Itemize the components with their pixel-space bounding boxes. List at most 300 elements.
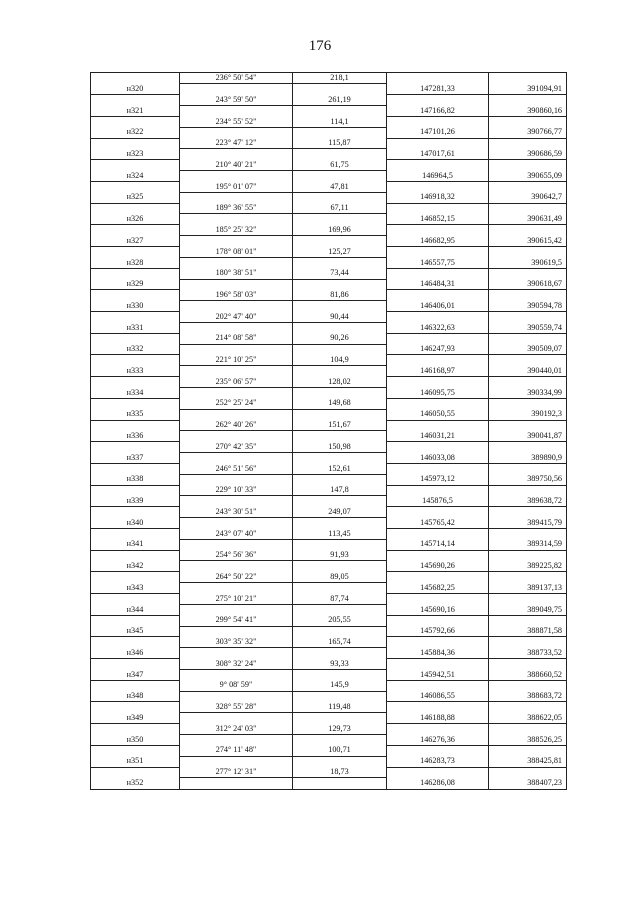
empty-cell xyxy=(387,268,489,279)
empty-cell xyxy=(387,724,489,735)
empty-cell xyxy=(180,626,293,637)
point-row xyxy=(91,626,567,637)
coordinate-x: 145765,42 xyxy=(387,518,489,529)
point-row xyxy=(91,734,567,745)
segment-length: 115,87 xyxy=(293,138,387,149)
empty-cell xyxy=(180,604,293,615)
empty-cell xyxy=(387,528,489,539)
empty-cell xyxy=(180,474,293,485)
segment-row xyxy=(91,398,567,409)
point-row xyxy=(91,257,567,268)
coordinate-x: 146406,01 xyxy=(387,301,489,312)
point-row xyxy=(91,474,567,485)
direction-angle: 243° 59' 50" xyxy=(180,95,293,106)
coordinate-x: 145942,51 xyxy=(387,669,489,680)
point-row xyxy=(91,756,567,767)
coordinate-y: 390334,99 xyxy=(489,387,567,398)
direction-angle: 274° 11' 48" xyxy=(180,745,293,756)
coordinate-table xyxy=(90,72,567,790)
empty-cell xyxy=(91,702,180,713)
empty-cell xyxy=(293,279,387,290)
empty-cell xyxy=(91,377,180,388)
direction-angle: 303° 35' 32" xyxy=(180,637,293,648)
empty-cell xyxy=(489,333,567,344)
empty-cell xyxy=(180,127,293,138)
empty-cell xyxy=(489,724,567,735)
segment-row xyxy=(91,507,567,518)
segment-row xyxy=(91,745,567,756)
segment-length: 18,73 xyxy=(293,767,387,778)
empty-cell xyxy=(180,322,293,333)
empty-cell xyxy=(180,301,293,312)
point-name: н329 xyxy=(91,279,180,290)
segment-length: 90,26 xyxy=(293,333,387,344)
empty-cell xyxy=(180,734,293,745)
empty-cell xyxy=(293,171,387,182)
empty-cell xyxy=(180,756,293,767)
coordinate-y: 390192,3 xyxy=(489,409,567,420)
segment-row xyxy=(91,290,567,301)
empty-cell xyxy=(180,149,293,160)
coordinate-x: 147166,82 xyxy=(387,106,489,117)
empty-cell xyxy=(387,702,489,713)
coordinate-x: 146188,88 xyxy=(387,713,489,724)
empty-cell xyxy=(180,648,293,659)
segment-length: 47,81 xyxy=(293,181,387,192)
empty-cell xyxy=(489,268,567,279)
point-row xyxy=(91,192,567,203)
coordinate-y: 388622,05 xyxy=(489,713,567,724)
point-name: н339 xyxy=(91,496,180,507)
empty-cell xyxy=(91,355,180,366)
empty-cell xyxy=(91,572,180,583)
segment-length: 87,74 xyxy=(293,594,387,605)
empty-cell xyxy=(180,431,293,442)
coordinate-x: 146033,08 xyxy=(387,453,489,464)
empty-cell xyxy=(91,398,180,409)
point-name: н350 xyxy=(91,734,180,745)
point-row xyxy=(91,648,567,659)
empty-cell xyxy=(180,236,293,247)
empty-cell xyxy=(91,463,180,474)
point-name: н349 xyxy=(91,713,180,724)
segment-row xyxy=(91,203,567,214)
empty-cell xyxy=(387,377,489,388)
point-name: н321 xyxy=(91,106,180,117)
segment-row xyxy=(91,355,567,366)
point-name: н345 xyxy=(91,626,180,637)
empty-cell xyxy=(489,745,567,756)
segment-row xyxy=(91,702,567,713)
point-name: н348 xyxy=(91,691,180,702)
coordinate-y: 388526,25 xyxy=(489,734,567,745)
empty-cell xyxy=(489,138,567,149)
direction-angle: 243° 07' 40" xyxy=(180,528,293,539)
empty-cell xyxy=(91,312,180,323)
direction-angle: 223° 47' 12" xyxy=(180,138,293,149)
empty-cell xyxy=(387,160,489,171)
point-row xyxy=(91,518,567,529)
coordinate-x: 145714,14 xyxy=(387,539,489,550)
point-name: н334 xyxy=(91,387,180,398)
empty-cell xyxy=(293,648,387,659)
point-row xyxy=(91,539,567,550)
empty-cell xyxy=(293,496,387,507)
point-name: н330 xyxy=(91,301,180,312)
point-name: н344 xyxy=(91,604,180,615)
empty-cell xyxy=(489,290,567,301)
coordinate-x: 146276,36 xyxy=(387,734,489,745)
segment-row xyxy=(91,225,567,236)
segment-row xyxy=(91,594,567,605)
segment-row xyxy=(91,615,567,626)
coordinate-x: 145682,25 xyxy=(387,583,489,594)
empty-cell xyxy=(387,355,489,366)
segment-length: 249,07 xyxy=(293,507,387,518)
direction-angle: 178° 08' 01" xyxy=(180,247,293,258)
point-row xyxy=(91,149,567,160)
empty-cell xyxy=(91,442,180,453)
empty-cell xyxy=(489,507,567,518)
empty-cell xyxy=(489,528,567,539)
coordinate-y: 390041,87 xyxy=(489,431,567,442)
empty-cell xyxy=(91,160,180,171)
segment-length: 61,75 xyxy=(293,160,387,171)
coordinate-y: 390509,07 xyxy=(489,344,567,355)
coordinate-y: 388733,52 xyxy=(489,648,567,659)
point-row xyxy=(91,453,567,464)
coordinate-y: 390686,59 xyxy=(489,149,567,160)
coordinate-y: 388683,72 xyxy=(489,691,567,702)
point-row xyxy=(91,583,567,594)
empty-cell xyxy=(387,767,489,778)
coordinate-x: 147017,61 xyxy=(387,149,489,160)
coordinate-y: 390860,16 xyxy=(489,106,567,117)
point-row xyxy=(91,691,567,702)
direction-angle: 185° 25' 32" xyxy=(180,225,293,236)
empty-cell xyxy=(387,290,489,301)
empty-cell xyxy=(293,322,387,333)
segment-row xyxy=(91,95,567,106)
empty-cell xyxy=(91,767,180,778)
coordinate-y: 388407,23 xyxy=(489,778,567,789)
point-row xyxy=(91,214,567,225)
segment-length: 151,67 xyxy=(293,420,387,431)
empty-cell xyxy=(91,247,180,258)
empty-cell xyxy=(387,594,489,605)
segment-length: 169,96 xyxy=(293,225,387,236)
segment-length: 114,1 xyxy=(293,116,387,127)
point-name: н343 xyxy=(91,583,180,594)
empty-cell xyxy=(293,561,387,572)
empty-cell xyxy=(180,344,293,355)
coordinate-y: 390440,01 xyxy=(489,366,567,377)
empty-cell xyxy=(293,84,387,95)
empty-cell xyxy=(91,203,180,214)
empty-cell xyxy=(293,756,387,767)
empty-cell xyxy=(180,192,293,203)
direction-angle: 312° 24' 03" xyxy=(180,724,293,735)
empty-cell xyxy=(180,409,293,420)
empty-cell xyxy=(293,453,387,464)
empty-cell xyxy=(180,84,293,95)
empty-cell xyxy=(91,680,180,691)
direction-angle: 214° 08' 58" xyxy=(180,333,293,344)
point-name: н351 xyxy=(91,756,180,767)
segment-length: 90,44 xyxy=(293,312,387,323)
coordinate-y: 389890,9 xyxy=(489,453,567,464)
segment-length: 89,05 xyxy=(293,572,387,583)
empty-cell xyxy=(91,528,180,539)
empty-cell xyxy=(293,431,387,442)
empty-cell xyxy=(293,474,387,485)
empty-cell xyxy=(180,518,293,529)
point-row xyxy=(91,713,567,724)
empty-cell xyxy=(91,594,180,605)
point-row xyxy=(91,669,567,680)
empty-cell xyxy=(180,171,293,182)
coordinate-y: 388425,81 xyxy=(489,756,567,767)
direction-angle: 229° 10' 33" xyxy=(180,485,293,496)
direction-angle: 277° 12' 31" xyxy=(180,767,293,778)
point-row xyxy=(91,387,567,398)
point-row xyxy=(91,301,567,312)
point-name: н325 xyxy=(91,192,180,203)
coordinate-x: 146095,75 xyxy=(387,387,489,398)
empty-cell xyxy=(387,73,489,84)
coordinate-x: 146918,32 xyxy=(387,192,489,203)
empty-cell xyxy=(91,659,180,670)
empty-cell xyxy=(180,214,293,225)
segment-row xyxy=(91,420,567,431)
segment-length: 125,27 xyxy=(293,247,387,258)
direction-angle: 246° 51' 56" xyxy=(180,463,293,474)
direction-angle: 234° 55' 52" xyxy=(180,116,293,127)
coordinate-x: 146682,95 xyxy=(387,236,489,247)
empty-cell xyxy=(91,225,180,236)
segment-row xyxy=(91,485,567,496)
empty-cell xyxy=(91,268,180,279)
empty-cell xyxy=(387,203,489,214)
empty-cell xyxy=(387,680,489,691)
empty-cell xyxy=(489,312,567,323)
empty-cell xyxy=(91,550,180,561)
coordinate-x: 146286,08 xyxy=(387,778,489,789)
empty-cell xyxy=(180,453,293,464)
segment-row xyxy=(91,767,567,778)
segment-row xyxy=(91,637,567,648)
coordinate-x: 147101,26 xyxy=(387,127,489,138)
point-row xyxy=(91,106,567,117)
empty-cell xyxy=(387,485,489,496)
segment-length: 73,44 xyxy=(293,268,387,279)
coordinate-x: 146031,21 xyxy=(387,431,489,442)
direction-angle: 196° 58' 03" xyxy=(180,290,293,301)
empty-cell xyxy=(489,702,567,713)
segment-row xyxy=(91,442,567,453)
segment-length: 218,1 xyxy=(293,73,387,84)
segment-length: 149,68 xyxy=(293,398,387,409)
empty-cell xyxy=(91,420,180,431)
segment-row xyxy=(91,181,567,192)
empty-cell xyxy=(489,181,567,192)
empty-cell xyxy=(293,192,387,203)
point-row xyxy=(91,431,567,442)
empty-cell xyxy=(489,73,567,84)
coordinate-y: 390594,78 xyxy=(489,301,567,312)
empty-cell xyxy=(293,583,387,594)
segment-length: 119,48 xyxy=(293,702,387,713)
direction-angle: 275° 10' 21" xyxy=(180,594,293,605)
coordinate-x: 145690,16 xyxy=(387,604,489,615)
empty-cell xyxy=(91,724,180,735)
point-row xyxy=(91,561,567,572)
empty-cell xyxy=(293,691,387,702)
coordinate-x: 146086,55 xyxy=(387,691,489,702)
empty-cell xyxy=(180,106,293,117)
coordinate-y: 388660,52 xyxy=(489,669,567,680)
direction-angle: 180° 38' 51" xyxy=(180,268,293,279)
segment-row xyxy=(91,550,567,561)
empty-cell xyxy=(387,225,489,236)
point-row xyxy=(91,171,567,182)
segment-length: 150,98 xyxy=(293,442,387,453)
point-row xyxy=(91,322,567,333)
empty-cell xyxy=(293,257,387,268)
direction-angle: 221° 10' 25" xyxy=(180,355,293,366)
empty-cell xyxy=(91,333,180,344)
point-row xyxy=(91,409,567,420)
coordinate-y: 390642,7 xyxy=(489,192,567,203)
empty-cell xyxy=(180,713,293,724)
empty-cell xyxy=(293,713,387,724)
segment-row xyxy=(91,73,567,84)
coordinate-x: 146247,93 xyxy=(387,344,489,355)
coordinate-x: 147281,33 xyxy=(387,84,489,95)
empty-cell xyxy=(180,257,293,268)
empty-cell xyxy=(489,659,567,670)
empty-cell xyxy=(91,138,180,149)
point-name: н335 xyxy=(91,409,180,420)
point-row xyxy=(91,496,567,507)
direction-angle: 235° 06' 57" xyxy=(180,377,293,388)
coordinate-y: 389750,56 xyxy=(489,474,567,485)
segment-length: 261,19 xyxy=(293,95,387,106)
empty-cell xyxy=(489,767,567,778)
segment-row xyxy=(91,247,567,258)
segment-row xyxy=(91,724,567,735)
empty-cell xyxy=(180,539,293,550)
point-row xyxy=(91,84,567,95)
coordinate-x: 146050,55 xyxy=(387,409,489,420)
empty-cell xyxy=(489,247,567,258)
empty-cell xyxy=(293,214,387,225)
coordinate-x: 145792,66 xyxy=(387,626,489,637)
point-name: н323 xyxy=(91,149,180,160)
point-name: н326 xyxy=(91,214,180,225)
point-name: н342 xyxy=(91,561,180,572)
direction-angle: 202° 47' 40" xyxy=(180,312,293,323)
empty-cell xyxy=(387,247,489,258)
empty-cell xyxy=(91,745,180,756)
empty-cell xyxy=(387,615,489,626)
empty-cell xyxy=(180,496,293,507)
coordinate-y: 391094,91 xyxy=(489,84,567,95)
direction-angle: 243° 30' 51" xyxy=(180,507,293,518)
coordinate-y: 388871,58 xyxy=(489,626,567,637)
direction-angle: 195° 01' 07" xyxy=(180,181,293,192)
point-row xyxy=(91,279,567,290)
empty-cell xyxy=(489,485,567,496)
coordinate-y: 389137,13 xyxy=(489,583,567,594)
empty-cell xyxy=(293,127,387,138)
point-row xyxy=(91,236,567,247)
point-name: н320 xyxy=(91,84,180,95)
coordinate-y: 390619,5 xyxy=(489,257,567,268)
empty-cell xyxy=(293,387,387,398)
empty-cell xyxy=(91,95,180,106)
coordinate-y: 390559,74 xyxy=(489,322,567,333)
empty-cell xyxy=(489,615,567,626)
empty-cell xyxy=(489,116,567,127)
segment-row xyxy=(91,680,567,691)
segment-length: 152,61 xyxy=(293,463,387,474)
segment-row xyxy=(91,268,567,279)
empty-cell xyxy=(180,387,293,398)
coordinate-y: 390655,09 xyxy=(489,171,567,182)
coordinate-x: 146557,75 xyxy=(387,257,489,268)
empty-cell xyxy=(293,236,387,247)
empty-cell xyxy=(387,637,489,648)
empty-cell xyxy=(180,279,293,290)
page-number: 176 xyxy=(308,38,332,54)
empty-cell xyxy=(489,225,567,236)
point-row xyxy=(91,366,567,377)
empty-cell xyxy=(293,778,387,789)
segment-length: 129,73 xyxy=(293,724,387,735)
table-body xyxy=(91,73,567,790)
empty-cell xyxy=(387,398,489,409)
segment-length: 128,02 xyxy=(293,377,387,388)
direction-angle: 270° 42' 35" xyxy=(180,442,293,453)
point-row xyxy=(91,604,567,615)
point-name: н347 xyxy=(91,669,180,680)
segment-row xyxy=(91,463,567,474)
direction-angle: 262° 40' 26" xyxy=(180,420,293,431)
empty-cell xyxy=(387,463,489,474)
empty-cell xyxy=(91,485,180,496)
coordinate-y: 389638,72 xyxy=(489,496,567,507)
empty-cell xyxy=(91,637,180,648)
empty-cell xyxy=(387,181,489,192)
empty-cell xyxy=(180,583,293,594)
coordinate-x: 145884,36 xyxy=(387,648,489,659)
empty-cell xyxy=(293,366,387,377)
direction-angle: 9° 08' 59" xyxy=(180,680,293,691)
coordinate-y: 389415,79 xyxy=(489,518,567,529)
segment-row xyxy=(91,312,567,323)
empty-cell xyxy=(387,333,489,344)
empty-cell xyxy=(489,355,567,366)
direction-angle: 254° 56' 36" xyxy=(180,550,293,561)
empty-cell xyxy=(387,572,489,583)
segment-length: 147,8 xyxy=(293,485,387,496)
point-name: н333 xyxy=(91,366,180,377)
coordinate-x: 145973,12 xyxy=(387,474,489,485)
empty-cell xyxy=(293,106,387,117)
empty-cell xyxy=(489,572,567,583)
point-name: н352 xyxy=(91,778,180,789)
